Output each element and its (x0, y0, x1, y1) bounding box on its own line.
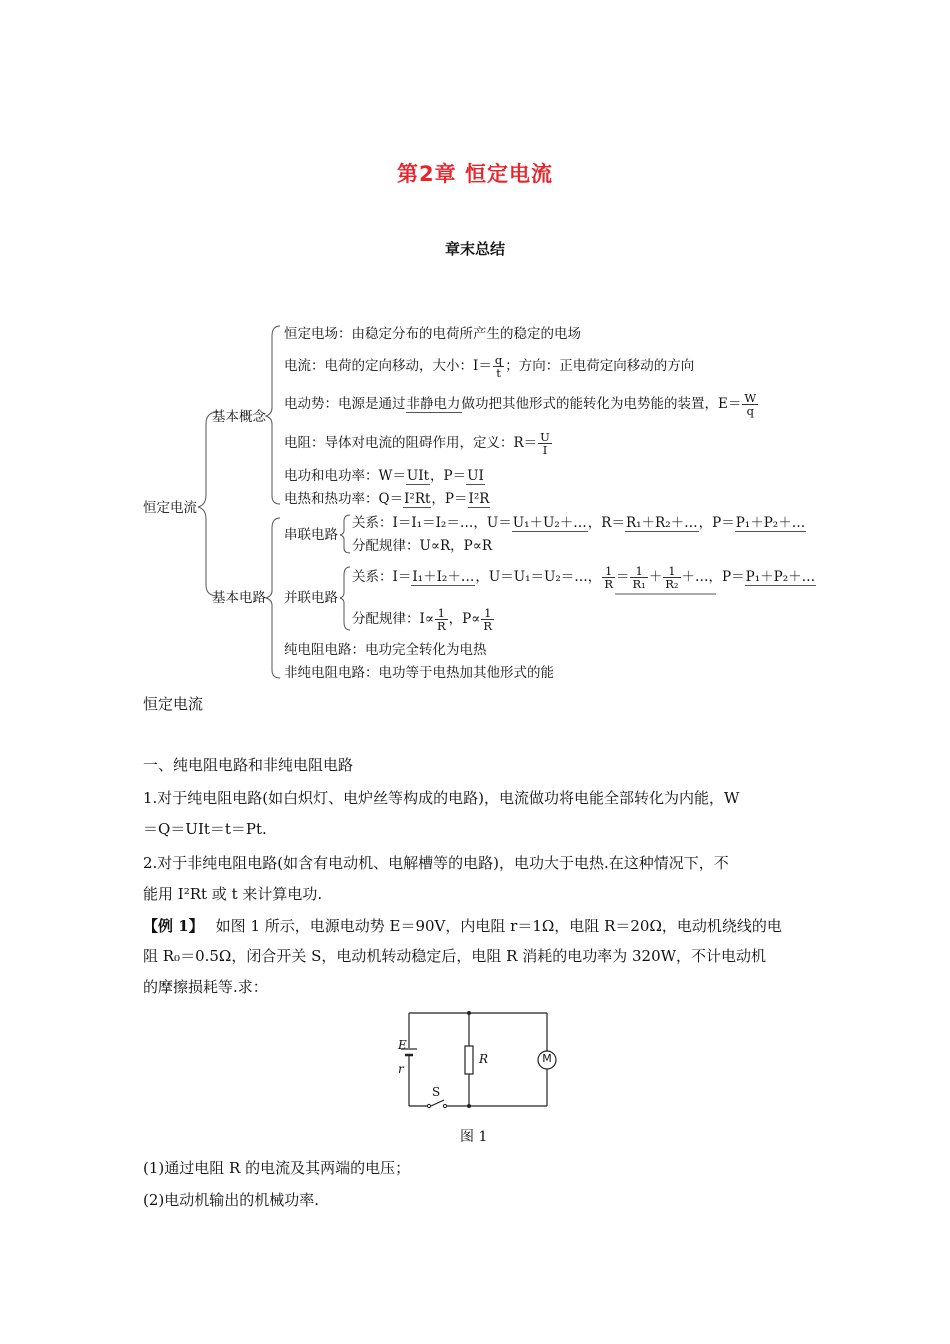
parallel-distribution: 分配规律：I∝ $\frac{1}{R}$ ，P∝ $\frac{1}{R}$ (352, 606, 493, 633)
pure-resistance-circuit: 纯电阻电路：电功完全转化为电热 (284, 642, 487, 658)
switch-blade (431, 1100, 444, 1106)
question-2: (2)电动机输出的机械功率. (143, 1191, 320, 1209)
figure-caption: 图 1 (460, 1129, 488, 1145)
section-heading: 一、纯电阻电路和非纯电阻电路 (143, 756, 354, 774)
paragraph-1-line-2: ＝Q＝UIt＝t＝Pt. (143, 820, 267, 838)
label-r: r (398, 1062, 404, 1076)
concept-resistance: 电阻：导体对电流的阻碍作用，定义：R＝ $\frac{U}{I}$ (284, 430, 550, 457)
concept-constant-field: 恒定电场：由稳定分布的电荷所产生的稳定的电场 (284, 326, 581, 342)
resistor-R (465, 1046, 473, 1074)
example-line-1: 【例 1】 如图 1 所示，电源电动势 E＝90V，内电阻 r＝1Ω，电阻 R＝20Ω，电动机绕线的电 (143, 917, 782, 935)
label-S: S (432, 1085, 441, 1099)
label-R: R (479, 1052, 489, 1066)
concept-power: 电功和电功率：W＝UIt，P＝UI (284, 468, 484, 484)
question-1: (1)通过电阻 R 的电流及其两端的电压； (143, 1159, 411, 1177)
mindmap-root: 恒定电流 (143, 500, 197, 516)
paragraph-2-line-2: 能用 I²Rt 或 t 来计算电功. (143, 885, 323, 903)
example-line-3: 的摩擦损耗等.求： (143, 978, 268, 996)
chapter-subtitle: 章末总结 (444, 240, 505, 258)
example-tag: 【例 1】 (143, 917, 204, 935)
concept-emf: 电动势：电源是通过非静电力做功把其他形式的能转化为电势能的装置，E＝ $\frac{W}{q}$ (284, 391, 757, 418)
series-relation: 关系：I＝I₁＝I₂＝…，U＝U₁＋U₂＋…，R＝R₁＋R₂＋…，P＝P₁＋P₂＋… (352, 515, 806, 531)
concept-current: 电流：电荷的定向移动，大小：I＝ $\frac{q}{t}$ ；方向：正电荷定向移动的方向 (284, 353, 695, 380)
switch-contact-right (443, 1104, 446, 1107)
switch-contact-left (427, 1104, 430, 1107)
paragraph-2-line-1: 2.对于非纯电阻电路(如含有电动机、电解槽等的电路)，电功大于电热.在这种情况下，不 (143, 854, 729, 872)
series-circuit-label: 串联电路 (284, 527, 338, 543)
junction-bottom (467, 1104, 471, 1108)
chapter-title: 第2章 恒定电流 (397, 162, 553, 186)
example-line-2: 阻 R₀＝0.5Ω，闭合开关 S，电动机转动稳定后，电阻 R 消耗的电功率为 320W，不计电动机 (143, 947, 767, 965)
series-distribution: 分配规律：U∝R，P∝R (352, 538, 493, 554)
summary-label: 恒定电流 (143, 695, 204, 713)
label-E: E (398, 1038, 407, 1052)
label-M: M (542, 1052, 552, 1065)
concept-heat: 电热和热功率：Q＝I²Rt，P＝I²R (284, 491, 490, 507)
current-fraction: $\frac{q}{t}$ (494, 353, 503, 380)
resistance-fraction: $\frac{U}{I}$ (540, 430, 550, 457)
junction-top (467, 1011, 471, 1015)
parallel-circuit-label: 并联电路 (284, 590, 338, 606)
paragraph-1-line-1: 1.对于纯电阻电路(如白炽灯、电炉丝等构成的电路)，电流做功将电能全部转化为内能，W (143, 789, 740, 807)
emf-fraction: $\frac{W}{q}$ (744, 391, 757, 418)
branch-basic-concepts: 基本概念 (212, 409, 266, 425)
branch-basic-circuits: 基本电路 (212, 590, 266, 606)
parallel-relation: 关系：I＝I₁＋I₂＋…，U＝U₁＝U₂＝…， $\frac{1}{R}$ ＝ $\frac{1}{\text{R₁}}$ ＋ $\frac{1}{\text{R₂}}$ ＋…，P＝P₁＋P₂＋… (352, 564, 816, 591)
nonpure-resistance-circuit: 非纯电阻电路：电功等于电热加其他形式的能 (284, 665, 554, 681)
